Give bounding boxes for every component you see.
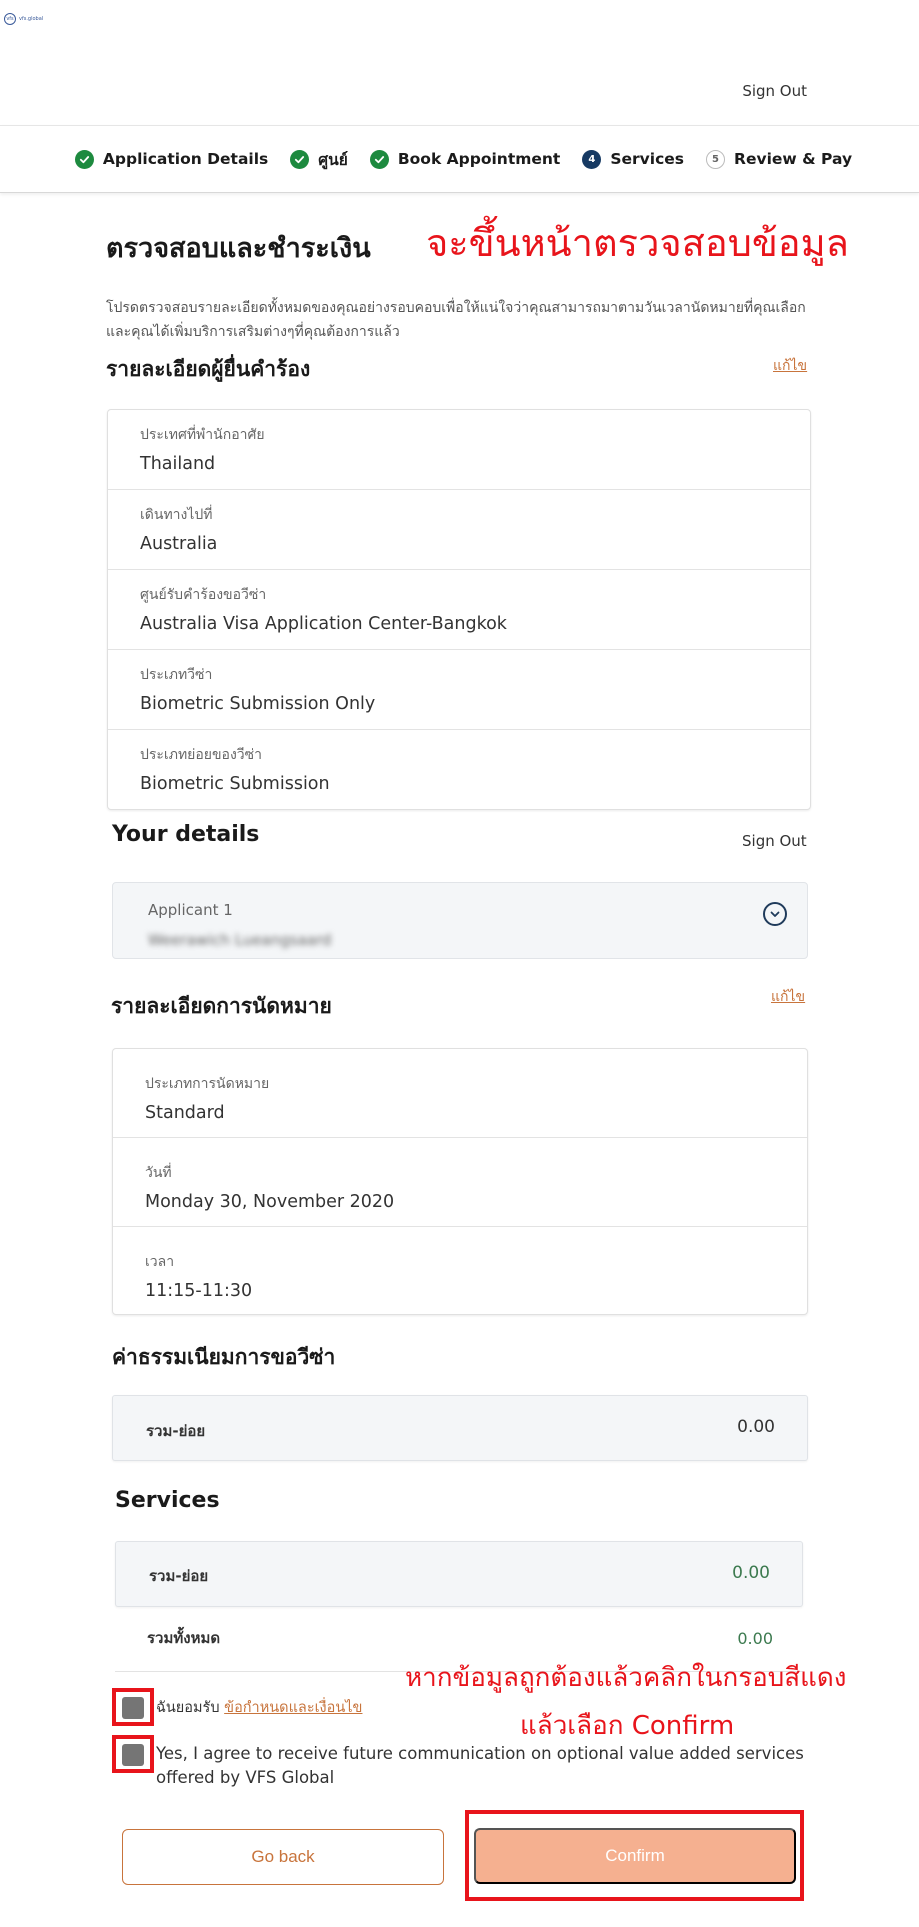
step-number-badge: 5 xyxy=(706,150,725,169)
detail-row xyxy=(108,490,810,570)
detail-row xyxy=(108,650,810,730)
applicant-accordion[interactable] xyxy=(112,882,808,959)
edit-applicant-details-link[interactable]: แก้ไข xyxy=(773,358,808,374)
check-circle-icon xyxy=(290,150,309,169)
detail-label: ประเภทการนัดหมาย xyxy=(145,1076,270,1092)
services-subtotal-row xyxy=(115,1541,803,1607)
detail-value: Australia Visa Application Center-Bangkok xyxy=(140,614,507,634)
appointment-details-card xyxy=(112,1048,808,1315)
subtotal-label: รวม-ย่อย xyxy=(149,1567,209,1585)
sign-out-link-secondary[interactable]: Sign Out xyxy=(742,832,807,850)
terms-consent-text xyxy=(156,1696,362,1719)
detail-value: 11:15-11:30 xyxy=(145,1281,253,1301)
step-book-appointment[interactable] xyxy=(370,150,561,169)
step-label: Services xyxy=(610,150,685,168)
visa-fee-title: ค่าธรรมเนียมการขอวีซ่า xyxy=(112,1345,336,1369)
go-back-button[interactable]: Go back xyxy=(122,1829,444,1885)
detail-label: เดินทางไปที่ xyxy=(140,507,213,523)
visa-fee-subtotal-row xyxy=(112,1395,808,1461)
detail-row xyxy=(108,730,810,810)
step-review-pay[interactable] xyxy=(706,150,852,169)
step-label: Book Appointment xyxy=(397,150,561,168)
detail-label: ประเภทย่อยของวีซ่า xyxy=(140,747,263,763)
applicant-name: Weerawich Lueangsaard xyxy=(148,931,332,949)
check-circle-icon xyxy=(370,150,389,169)
detail-value: Biometric Submission xyxy=(140,774,330,794)
grand-total-amount: 0.00 xyxy=(737,1629,773,1648)
annotation-instruction-line1: หากข้อมูลถูกต้องแล้วคลิกในกรอบสีแดง xyxy=(405,1663,847,1693)
terms-and-conditions-link[interactable]: ข้อกำหนดและเงื่อนไข xyxy=(224,1700,363,1716)
step-label: ศูนย์ xyxy=(318,150,348,169)
marketing-consent-checkbox[interactable] xyxy=(122,1744,144,1766)
detail-row xyxy=(108,570,810,650)
page-title: ตรวจสอบและชำระเงิน xyxy=(106,233,371,264)
detail-label: วันที่ xyxy=(145,1165,172,1181)
detail-row xyxy=(113,1227,807,1315)
confirm-button[interactable]: Confirm xyxy=(474,1828,796,1884)
terms-checkbox[interactable] xyxy=(122,1697,144,1719)
detail-label: ประเภทวีซ่า xyxy=(140,667,213,683)
detail-value: Australia xyxy=(140,534,218,554)
detail-value: Standard xyxy=(145,1103,225,1123)
subtotal-amount: 0.00 xyxy=(737,1417,775,1437)
intro-text: โปรดตรวจสอบรายละเอียดทั้งหมดของคุณอย่างรอบคอบเพื่อให้แน่ใจว่าคุณสามารถมาตามวันเวลานัดหมายที่คุณเลือกและคุณได้เพิ่มบริการเสริมต่างๆที่คุณต้องการแล้ว xyxy=(106,300,806,340)
progress-stepper xyxy=(0,125,919,193)
vfs-logo[interactable] xyxy=(4,13,43,25)
step-application-details[interactable] xyxy=(75,150,268,169)
detail-label: ศูนย์รับคำร้องขอวีซ่า xyxy=(140,587,267,603)
step-services[interactable] xyxy=(582,150,684,169)
detail-value: Thailand xyxy=(140,454,216,474)
detail-value: Biometric Submission Only xyxy=(140,694,376,714)
subtotal-label: รวม-ย่อย xyxy=(146,1422,206,1440)
services-title: Services xyxy=(115,1488,220,1513)
check-circle-icon xyxy=(75,150,94,169)
detail-row xyxy=(113,1049,807,1138)
annotation-instruction-line2: แล้วเลือก Confirm xyxy=(520,1711,735,1741)
your-details-title: Your details xyxy=(112,822,260,847)
applicant-details-title: รายละเอียดผู้ยื่นคำร้อง xyxy=(106,357,311,381)
chevron-down-icon[interactable] xyxy=(763,902,787,926)
marketing-consent-text: Yes, I agree to receive future communication on optional value added services offered by VFS Global xyxy=(156,1744,804,1787)
applicant-label: Applicant 1 xyxy=(148,901,233,919)
detail-row xyxy=(113,1138,807,1227)
subtotal-amount: 0.00 xyxy=(732,1563,770,1583)
applicant-details-card xyxy=(107,409,811,810)
sign-out-link[interactable]: Sign Out xyxy=(742,82,807,100)
vfs-logo-icon: vfs xyxy=(4,13,16,25)
detail-row xyxy=(108,410,810,490)
step-center[interactable] xyxy=(290,147,348,172)
step-label: Application Details xyxy=(102,150,269,168)
appointment-details-title: รายละเอียดการนัดหมาย xyxy=(111,994,332,1018)
detail-value: Monday 30, November 2020 xyxy=(145,1192,395,1212)
step-label: Review & Pay xyxy=(734,150,853,168)
terms-prefix: ฉันยอมรับ xyxy=(156,1700,220,1716)
edit-appointment-details-link[interactable]: แก้ไข xyxy=(771,989,806,1005)
detail-label: เวลา xyxy=(145,1254,175,1270)
annotation-title-text: จะขึ้นหน้าตรวจสอบข้อมูล xyxy=(426,221,849,265)
detail-label: ประเทศที่พำนักอาศัย xyxy=(140,427,265,443)
step-number-badge: 4 xyxy=(582,150,601,169)
logo-text: vfs.global xyxy=(19,16,44,22)
grand-total-label: รวมทั้งหมด xyxy=(147,1629,221,1647)
